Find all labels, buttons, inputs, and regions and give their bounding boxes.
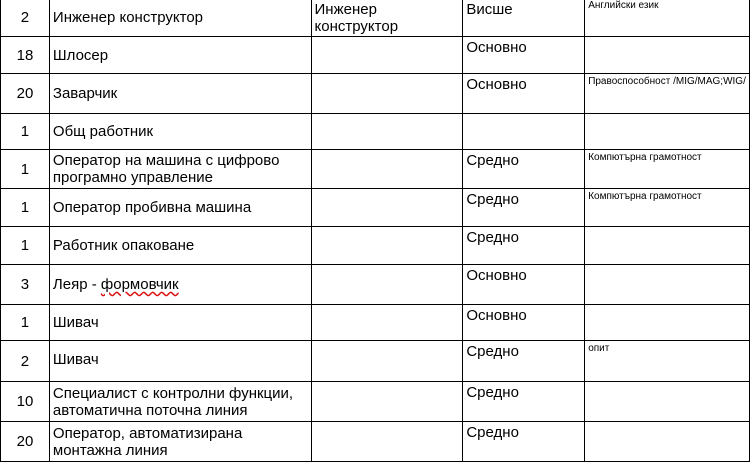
count-cell: 1 bbox=[1, 305, 50, 341]
position-detail-cell bbox=[311, 227, 463, 265]
position-detail-cell bbox=[311, 341, 463, 382]
note-cell: опит bbox=[585, 341, 750, 382]
education-cell: Средно bbox=[463, 382, 585, 422]
count-cell: 2 bbox=[1, 0, 50, 37]
count-cell: 20 bbox=[1, 422, 50, 462]
note-cell: Компютърна грамотност bbox=[585, 189, 750, 227]
table-row bbox=[1, 422, 750, 462]
position-detail-cell bbox=[311, 382, 463, 422]
education-cell: Средно bbox=[463, 150, 585, 189]
count-cell: 1 bbox=[1, 227, 50, 265]
count-cell: 20 bbox=[1, 74, 50, 114]
education-cell: Средно bbox=[463, 227, 585, 265]
note-cell bbox=[585, 422, 750, 462]
note-cell bbox=[585, 265, 750, 305]
education-cell: Основно bbox=[463, 37, 585, 74]
note-cell bbox=[585, 37, 750, 74]
position-cell: Шивач bbox=[49, 341, 311, 382]
table-row bbox=[1, 265, 750, 305]
table-row bbox=[1, 189, 750, 227]
table-row bbox=[1, 382, 750, 422]
position-cell: Заварчик bbox=[49, 74, 311, 114]
education-cell: Основно bbox=[463, 265, 585, 305]
count-cell: 18 bbox=[1, 37, 50, 74]
note-cell bbox=[585, 114, 750, 150]
note-cell bbox=[585, 305, 750, 341]
note-cell: Правоспособност /MIG/MAG;WIG/ bbox=[585, 74, 750, 114]
count-cell: 1 bbox=[1, 114, 50, 150]
table-row bbox=[1, 150, 750, 189]
table-row bbox=[1, 74, 750, 114]
note-cell bbox=[585, 382, 750, 422]
note-cell bbox=[585, 227, 750, 265]
education-cell: Средно bbox=[463, 422, 585, 462]
education-cell: Основно bbox=[463, 74, 585, 114]
count-cell: 1 bbox=[1, 150, 50, 189]
count-cell: 10 bbox=[1, 382, 50, 422]
position-text: Леяр - bbox=[52, 276, 101, 293]
position-cell bbox=[49, 265, 311, 305]
count-cell: 1 bbox=[1, 189, 50, 227]
count-cell: 2 bbox=[1, 341, 50, 382]
position-cell: Общ работник bbox=[49, 114, 311, 150]
position-detail-cell bbox=[311, 422, 463, 462]
position-detail-cell bbox=[311, 74, 463, 114]
spellcheck-word: формовчик bbox=[100, 276, 179, 293]
table-row bbox=[1, 227, 750, 265]
position-cell: Шивач bbox=[49, 305, 311, 341]
note-cell: Компютърна грамотност bbox=[585, 150, 750, 189]
position-cell: Шлосер bbox=[49, 37, 311, 74]
position-cell: Оператор, автоматизирана монтажна линия bbox=[49, 422, 311, 462]
position-cell: Специалист с контролни функции, автоматична поточна линия bbox=[49, 382, 311, 422]
position-cell: Инженер конструктор bbox=[49, 0, 311, 37]
education-cell bbox=[463, 114, 585, 150]
position-detail-cell bbox=[311, 37, 463, 74]
position-detail-cell bbox=[311, 114, 463, 150]
position-cell: Оператор пробивна машина bbox=[49, 189, 311, 227]
position-detail-cell: Инженер конструктор bbox=[311, 0, 463, 37]
education-cell: Висше bbox=[463, 0, 585, 37]
table-row bbox=[1, 114, 750, 150]
position-cell: Работник опаковане bbox=[49, 227, 311, 265]
position-detail-cell bbox=[311, 150, 463, 189]
position-cell: Оператор на машина с цифрово програмно управление bbox=[49, 150, 311, 189]
education-cell: Основно bbox=[463, 305, 585, 341]
table-row bbox=[1, 341, 750, 382]
position-detail-cell bbox=[311, 265, 463, 305]
education-cell: Средно bbox=[463, 189, 585, 227]
position-detail-cell bbox=[311, 305, 463, 341]
table-row bbox=[1, 37, 750, 74]
education-cell: Средно bbox=[463, 341, 585, 382]
count-cell: 3 bbox=[1, 265, 50, 305]
table-row bbox=[1, 305, 750, 341]
table-row bbox=[1, 0, 750, 37]
note-cell: Английски език bbox=[585, 0, 750, 37]
position-detail-cell bbox=[311, 189, 463, 227]
